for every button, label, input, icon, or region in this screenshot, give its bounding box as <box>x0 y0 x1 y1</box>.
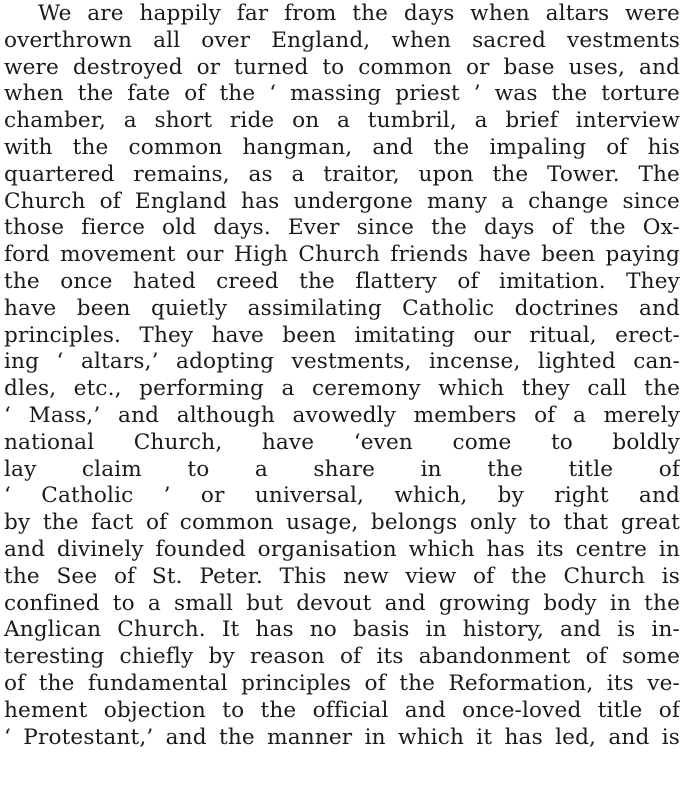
text-line: the See of St. Peter. This new view of the Church is <box>4 563 680 589</box>
text-line: chamber, a short ride on a tumbril, a brief interview <box>4 108 680 134</box>
text-line: ‘ Catholic ’ or universal, which, by right and <box>4 483 680 509</box>
text-line: ford movement our High Church friends have been paying <box>4 242 680 268</box>
text-line: when the fate of the ‘ massing priest ’ was the torture <box>4 81 680 107</box>
article-text-column <box>4 1 680 751</box>
text-line: overthrown all over England, when sacred vestments <box>4 27 680 53</box>
text-line: Church of England has undergone many a change since <box>4 188 680 214</box>
text-line: ‘ Mass,’ and although avowedly members of a merely <box>4 402 680 428</box>
text-line: with the common hangman, and the impaling of his <box>4 134 680 160</box>
text-line: ing ‘ altars,’ adopting vestments, incense, lighted can- <box>4 349 680 375</box>
text-line: dles, etc., performing a ceremony which they call the <box>4 376 680 402</box>
text-line: ‘ Protestant,’ and the manner in which it has led, and is <box>4 724 680 750</box>
text-line: and divinely founded organisation which has its centre in <box>4 536 680 562</box>
text-line: have been quietly assimilating Catholic doctrines and <box>4 295 680 321</box>
text-line: confined to a small but devout and growing body in the <box>4 590 680 616</box>
text-line: hement objection to the official and once-loved title of <box>4 697 680 723</box>
text-line: the once hated creed the flattery of imitation. They <box>4 268 680 294</box>
text-line: principles. They have been imitating our ritual, erect- <box>4 322 680 348</box>
text-line: We are happily far from the days when altars were <box>38 1 680 26</box>
text-line: lay claim to a share in the title of <box>4 456 680 482</box>
text-line: were destroyed or turned to common or base uses, and <box>4 54 680 80</box>
text-line: of the fundamental principles of the Reformation, its ve- <box>4 670 680 696</box>
text-line: teresting chiefly by reason of its abandonment of some <box>4 644 680 670</box>
text-line: by the fact of common usage, belongs only to that great <box>4 510 680 536</box>
text-line: quartered remains, as a traitor, upon the Tower. The <box>4 161 680 187</box>
text-line: national Church, have ‘even come to boldly <box>4 429 680 455</box>
text-line: Anglican Church. It has no basis in history, and is in- <box>4 617 680 643</box>
text-line: those fierce old days. Ever since the days of the Ox- <box>4 215 680 241</box>
